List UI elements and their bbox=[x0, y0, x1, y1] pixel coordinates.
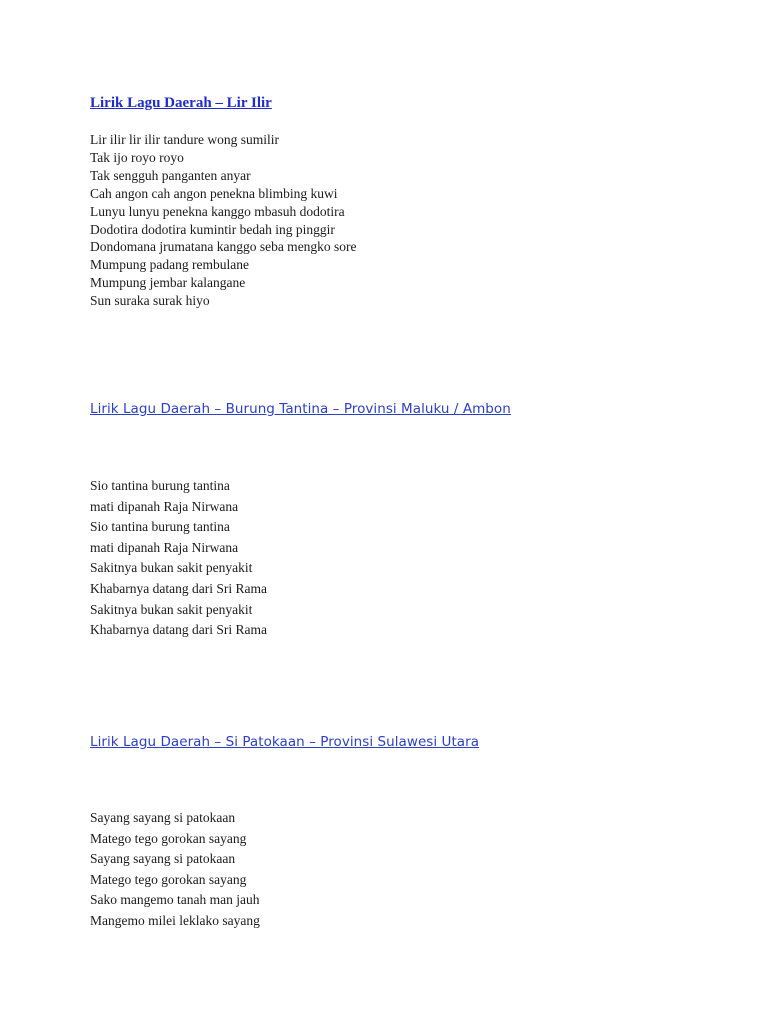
lyric-line: mati dipanah Raja Nirwana bbox=[90, 498, 239, 514]
lyric-line: Mumpung padang rembulane bbox=[90, 257, 249, 273]
lyric-line: Khabarnya datang dari Sri Rama bbox=[90, 622, 267, 638]
lyric-line: Sio tantina burung tantina bbox=[90, 519, 230, 535]
lyric-line: Lunyu lunyu penekna kanggo mbasuh dodotira bbox=[90, 203, 345, 219]
lyric-line: Sayang sayang si patokaan bbox=[90, 851, 236, 866]
lyric-line: Mumpung jembar kalangane bbox=[90, 275, 246, 291]
lyric-line: Matego tego gorokan sayang bbox=[90, 830, 247, 846]
lyric-line: Sako mangemo tanah man jauh bbox=[90, 892, 260, 907]
lyric-line: Tak ijo royo royo bbox=[90, 149, 184, 165]
song-lyrics-burung-tantina bbox=[90, 476, 728, 641]
lyric-line: Sio tantina burung tantina bbox=[90, 478, 230, 493]
lyric-line: mati dipanah Raja Nirwana bbox=[90, 539, 239, 555]
song-title-link-burung-tantina[interactable]: Lirik Lagu Daerah – Burung Tantina – Provinsi Maluku / Ambon bbox=[90, 401, 511, 417]
lyric-line: Lir ilir lir ilir tandure wong sumilir bbox=[90, 132, 279, 147]
song-section-burung-tantina bbox=[90, 400, 728, 418]
lyric-line: Sakitnya bukan sakit penyakit bbox=[90, 560, 253, 576]
lyric-line: Mangemo milei leklako sayang bbox=[90, 912, 260, 928]
song-lyrics-si-patokaan bbox=[90, 808, 728, 931]
lyric-line: Tak sengguh panganten anyar bbox=[90, 167, 251, 183]
song-section-lir-ilir bbox=[90, 94, 728, 112]
lyric-line: Cah angon cah angon penekna blimbing kuwi bbox=[90, 185, 338, 201]
lyric-line: Sakitnya bukan sakit penyakit bbox=[90, 601, 253, 617]
lyric-line: Dondomana jrumatana kanggo seba mengko sore bbox=[90, 239, 357, 255]
song-title-link-si-patokaan[interactable]: Lirik Lagu Daerah – Si Patokaan – Provinsi Sulawesi Utara bbox=[90, 734, 480, 750]
lyric-line: Matego tego gorokan sayang bbox=[90, 871, 247, 887]
lyric-line: Dodotira dodotira kumintir bedah ing pinggir bbox=[90, 221, 335, 237]
song-lyrics-lir-ilir bbox=[90, 131, 728, 310]
lyric-line: Khabarnya datang dari Sri Rama bbox=[90, 580, 267, 596]
song-section-si-patokaan bbox=[90, 733, 728, 751]
song-title-link-lir-ilir[interactable]: Lirik Lagu Daerah – Lir Ilir bbox=[90, 95, 272, 111]
lyric-line: Sayang sayang si patokaan bbox=[90, 810, 236, 825]
lyric-line: Sun suraka surak hiyo bbox=[90, 293, 210, 309]
